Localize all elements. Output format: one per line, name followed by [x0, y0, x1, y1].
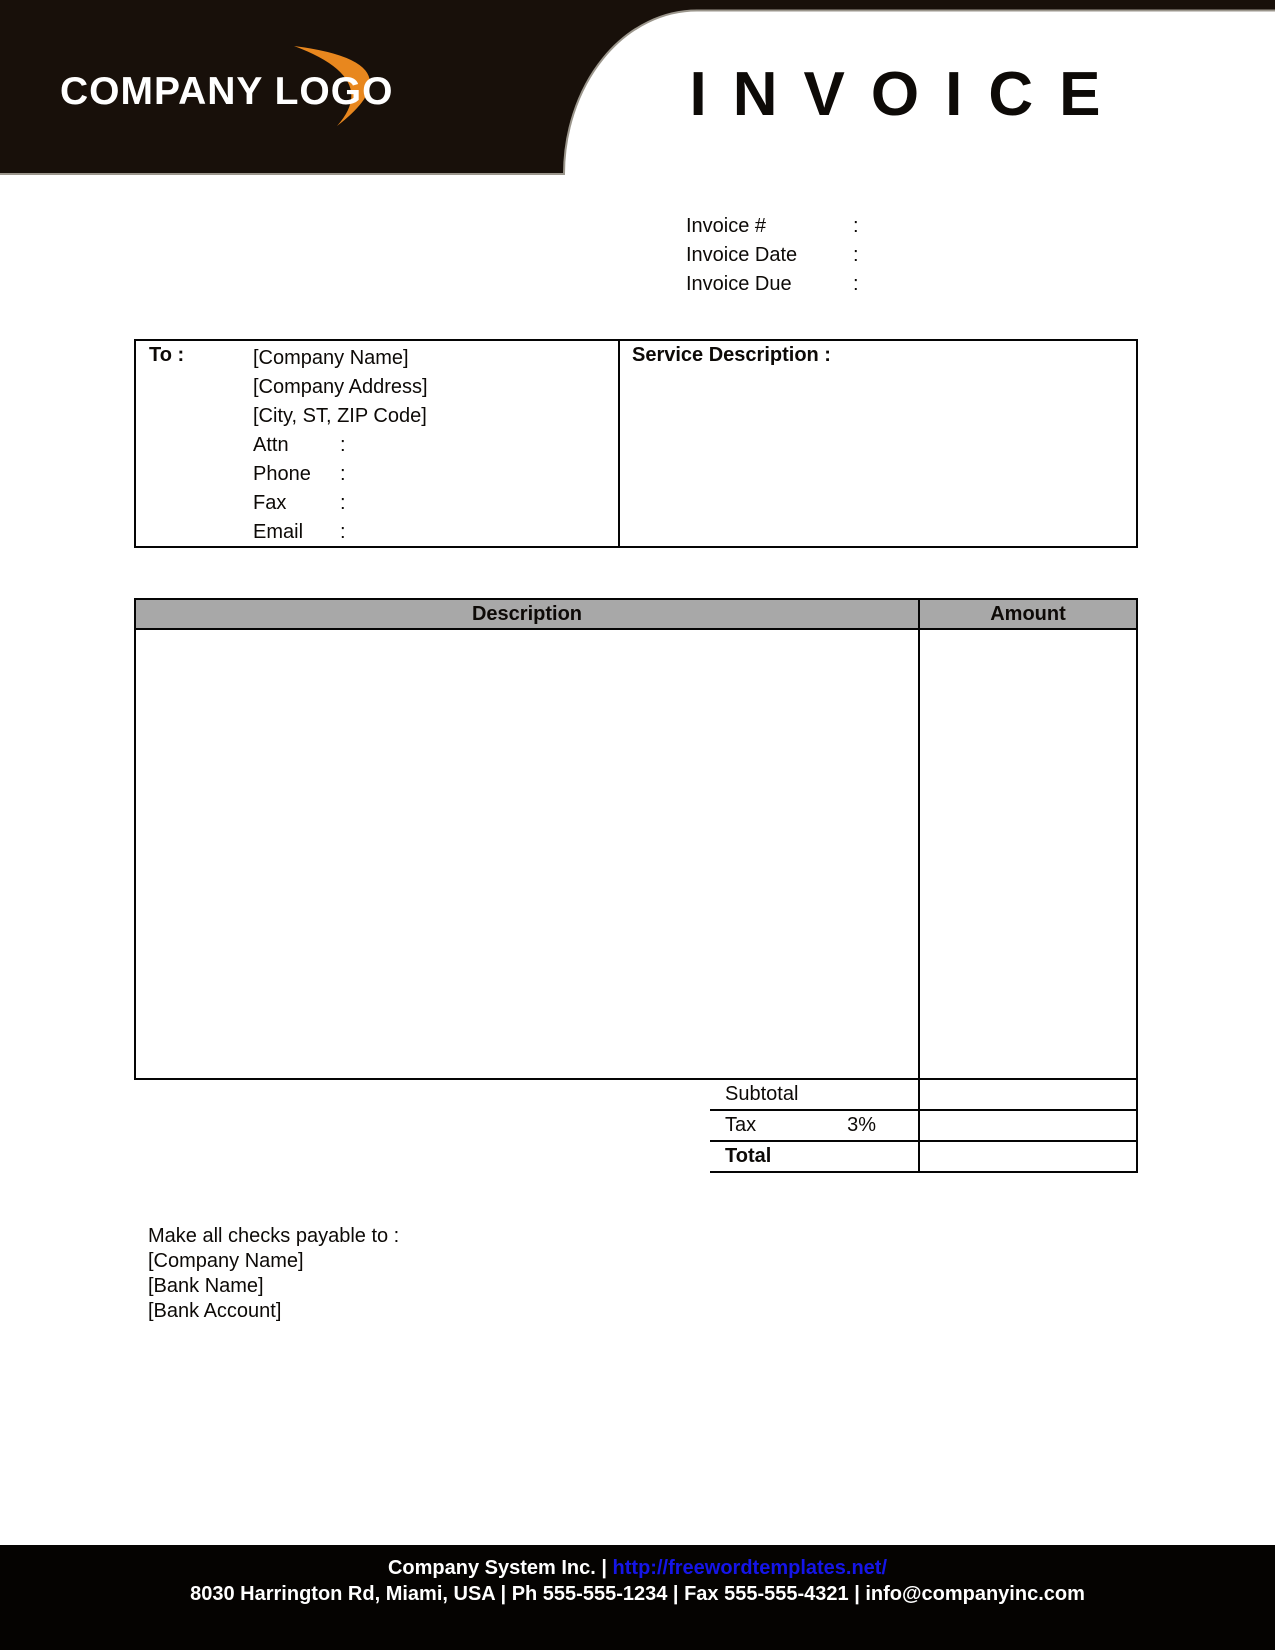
recipient-email-row	[253, 518, 428, 547]
footer-company-name: Company System Inc.	[387, 1557, 596, 1579]
invoice-date-label: Invoice Date	[686, 244, 798, 266]
service-description-cell	[618, 341, 1136, 546]
recipient-company-address: [Company Address]	[253, 376, 428, 398]
fax-label: Fax	[253, 492, 287, 514]
company-logo-text: COMPANY LOGO	[60, 70, 394, 113]
footer-separator: |	[601, 1557, 607, 1579]
items-table-body	[136, 630, 1136, 1078]
tax-label-cell	[710, 1111, 918, 1140]
attn-label: Attn	[253, 434, 289, 456]
invoice-due-row	[686, 270, 859, 299]
footer-line-2: 8030 Harrington Rd, Miami, USA | Ph 555-555-1234 | Fax 555-555-4321 | info@companyinc.com	[190, 1583, 1085, 1605]
page-title: INVOICE	[689, 60, 1127, 129]
invoice-due-label: Invoice Due	[686, 273, 792, 295]
recipient-company-city: [City, ST, ZIP Code]	[253, 405, 427, 427]
tax-row	[710, 1111, 1138, 1142]
payable-bank-account: [Bank Account]	[148, 1300, 282, 1322]
recipient-phone-row	[253, 460, 428, 489]
recipient-attn-row	[253, 431, 428, 460]
payable-instruction: Make all checks payable to :	[148, 1225, 400, 1247]
email-label: Email	[253, 521, 304, 543]
amount-column-header: Amount	[918, 600, 1136, 628]
total-amount-cell	[918, 1142, 1138, 1171]
footer-template-link[interactable]: http://freewordtemplates.net/	[612, 1557, 888, 1579]
invoice-number-colon: :	[853, 215, 859, 237]
subtotal-row	[710, 1080, 1138, 1111]
fax-colon: :	[340, 492, 346, 514]
email-colon: :	[340, 521, 346, 543]
items-table-header	[136, 600, 1136, 630]
to-label: To :	[149, 344, 185, 366]
service-description-label: Service Description :	[632, 344, 831, 366]
description-cell-empty	[136, 630, 918, 1078]
recipient-cell	[136, 341, 618, 546]
invoice-date-row	[686, 241, 859, 270]
invoice-date-colon: :	[853, 244, 859, 266]
invoice-meta	[686, 212, 859, 299]
items-table	[134, 598, 1138, 1080]
tax-rate: 3%	[847, 1114, 876, 1136]
description-column-header: Description	[471, 602, 583, 625]
tax-label: Tax	[725, 1114, 757, 1136]
footer-bar	[0, 1545, 1275, 1650]
payable-section	[148, 1224, 399, 1324]
phone-label: Phone	[253, 463, 311, 485]
invoice-number-row	[686, 212, 859, 241]
subtotal-amount-cell	[918, 1080, 1138, 1109]
subtotal-label: Subtotal	[725, 1083, 799, 1105]
invoice-due-colon: :	[853, 273, 859, 295]
summary-table	[710, 1080, 1138, 1173]
recipient-details	[253, 344, 428, 547]
attn-colon: :	[340, 434, 346, 456]
total-row	[710, 1142, 1138, 1173]
invoice-number-label: Invoice #	[686, 215, 767, 237]
subtotal-label-cell	[710, 1080, 918, 1109]
payable-bank-name: [Bank Name]	[148, 1275, 264, 1297]
footer-line-1	[0, 1555, 1275, 1581]
payable-company-name: [Company Name]	[148, 1250, 304, 1272]
phone-colon: :	[340, 463, 346, 485]
recipient-company-name: [Company Name]	[253, 347, 409, 369]
amount-cell-empty	[918, 630, 1136, 1078]
total-label-cell	[710, 1142, 918, 1171]
recipient-fax-row	[253, 489, 428, 518]
total-label: Total	[725, 1145, 772, 1167]
recipient-box	[134, 339, 1138, 548]
tax-amount-cell	[918, 1111, 1138, 1140]
